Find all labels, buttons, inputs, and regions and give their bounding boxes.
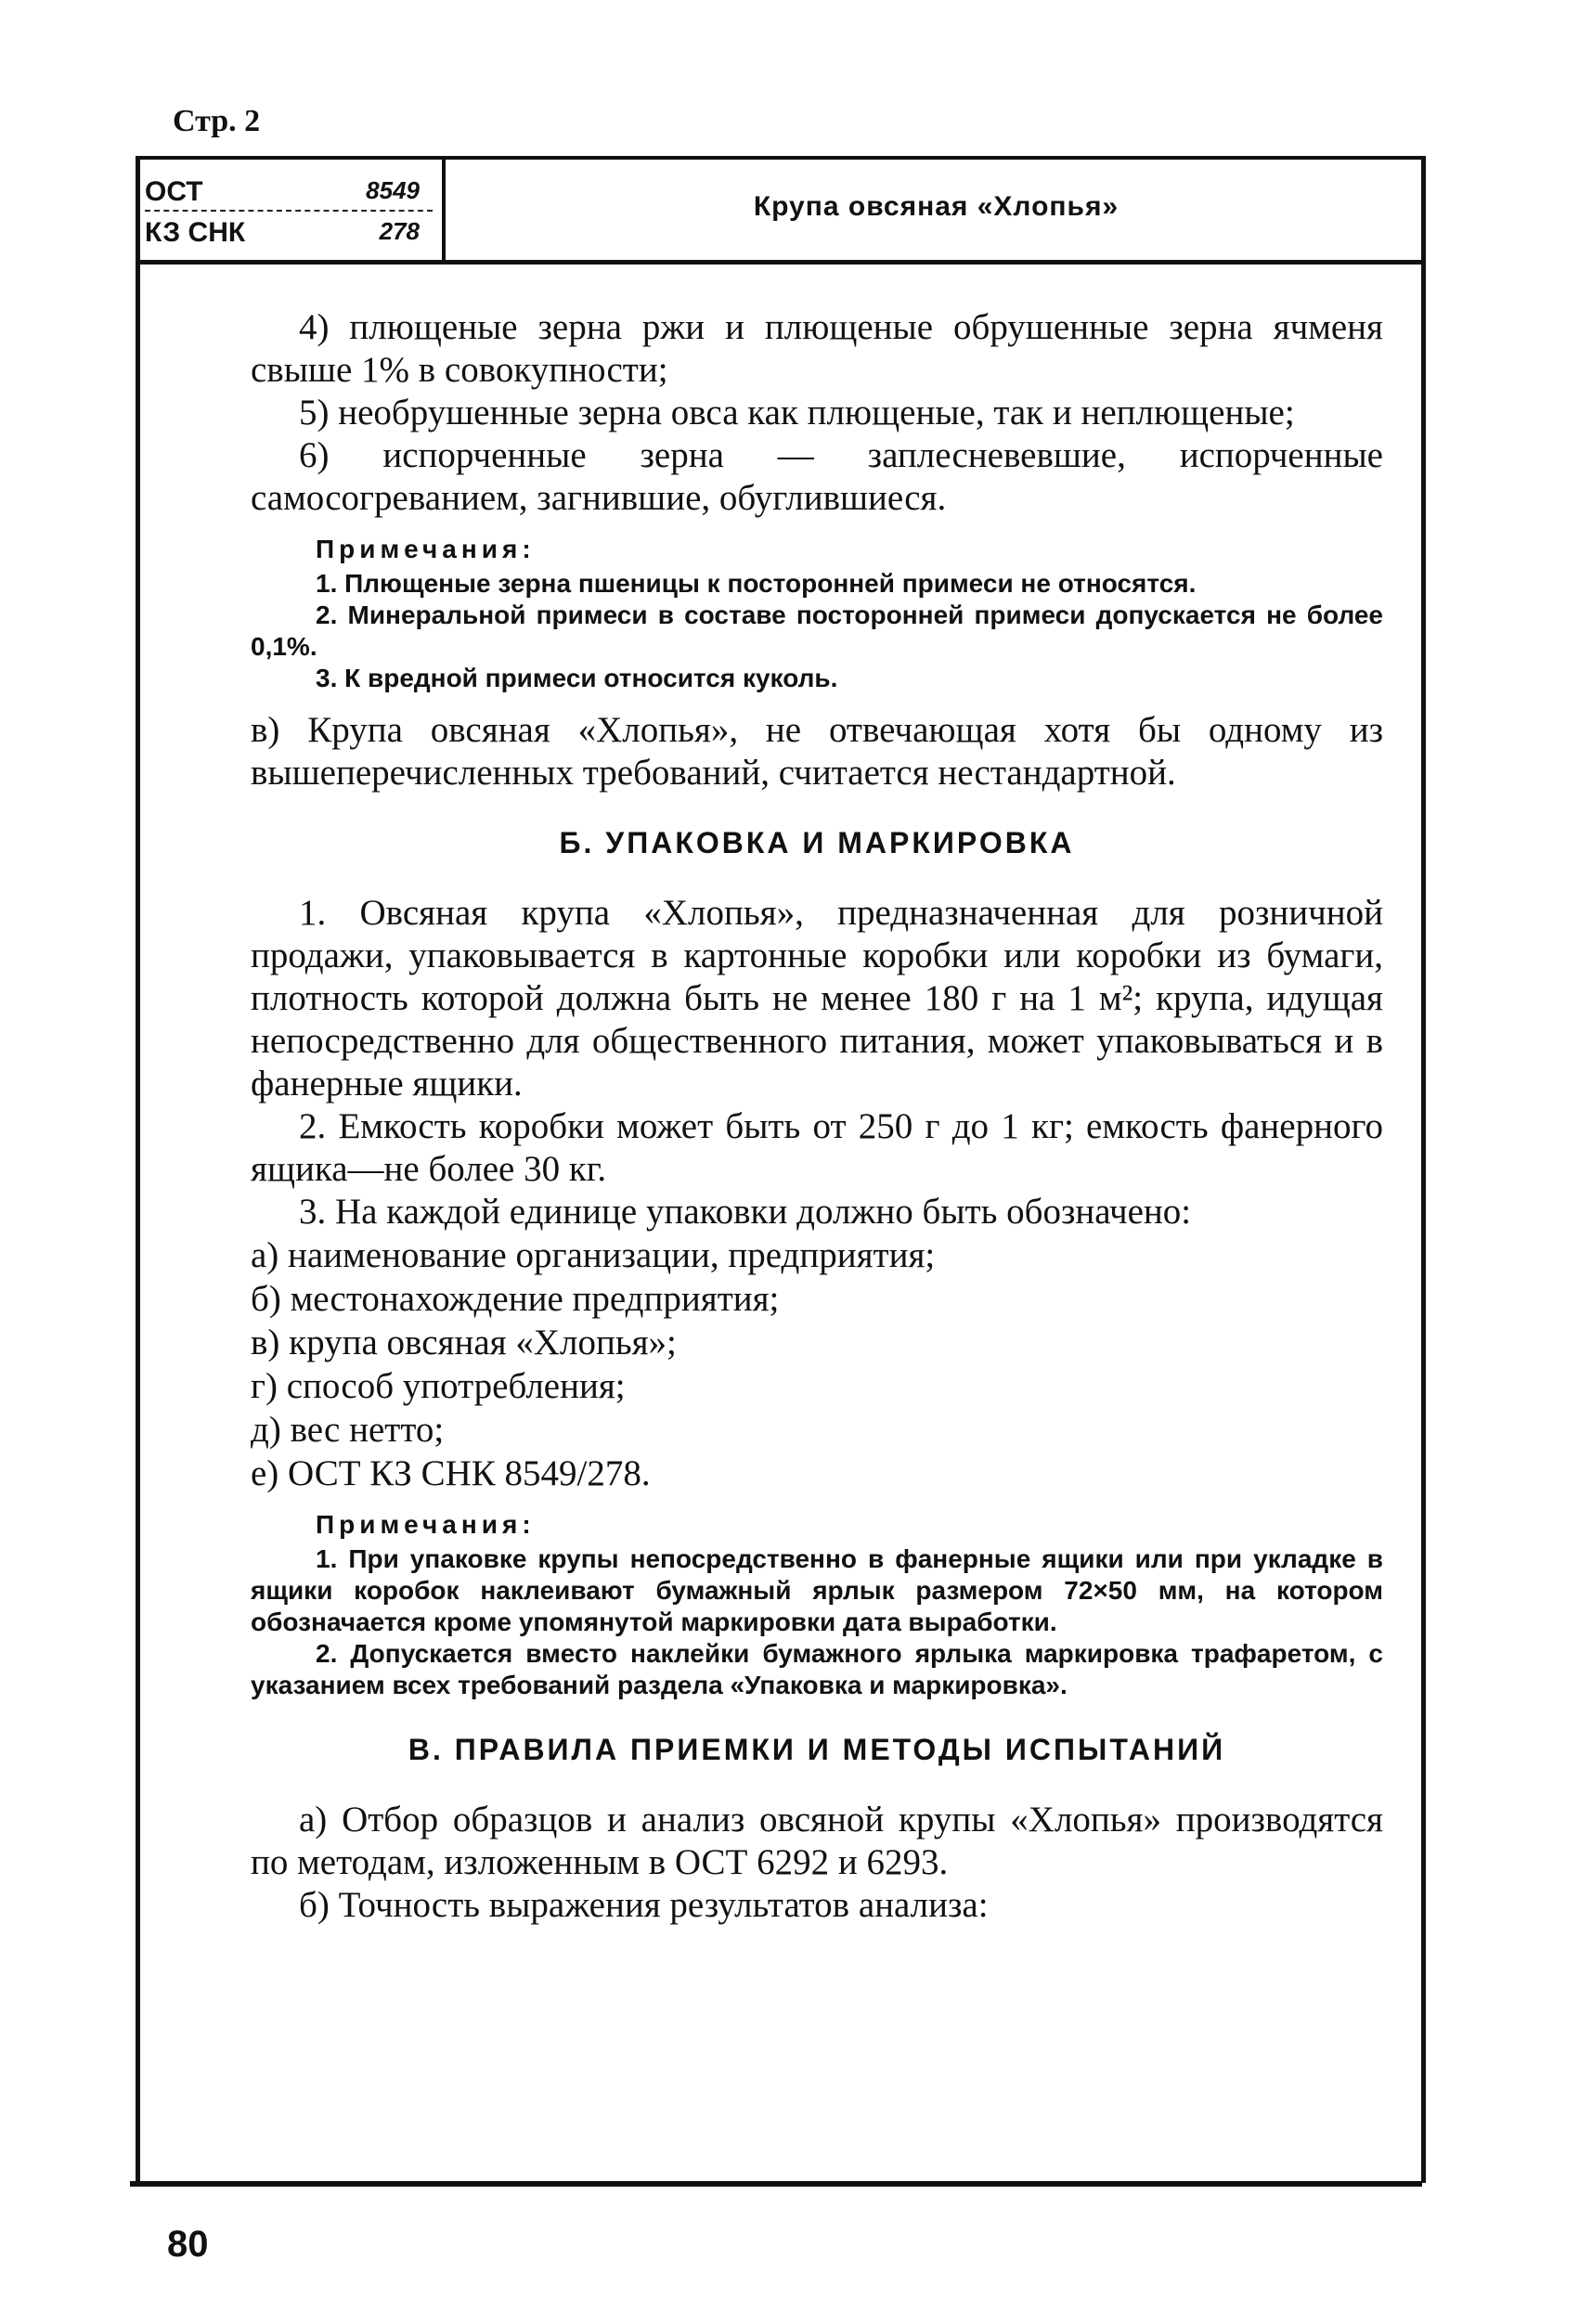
- paragraph: б) Точность выражения результатов анализа:: [299, 1885, 989, 1925]
- paragraph: 2. Емкость коробки может быть от 250 г до 1 кг; емкость фанерного ящика—не более 30 кг.: [251, 1106, 1383, 1189]
- page-content: [251, 306, 1383, 1927]
- marking-item: а) наименование организации, предприятия;: [251, 1235, 936, 1275]
- list-item: 5) необрушенные зерна овса как плющеные, так и неплющеные;: [299, 393, 1295, 433]
- note-item: 3. К вредной примеси относится куколь.: [316, 664, 838, 692]
- marking-item: б) местонахождение предприятия;: [251, 1279, 780, 1319]
- list-item: 4) плющеные зерна ржи и плющеные обрушенные зерна ячменя свыше 1% в совокупности;: [251, 307, 1383, 390]
- marking-item: е) ОСТ КЗ СНК 8549/278.: [251, 1453, 651, 1493]
- note-item: 2. Минеральной примеси в составе посторонней примеси допускается не более 0,1%.: [251, 600, 1383, 661]
- standard-code-box: [136, 158, 446, 260]
- code-top-row: [145, 176, 433, 212]
- note-item: 2. Допускается вместо наклейки бумажного ярлыка маркировка трафаретом, с указанием всех требований раздела «Упаковка и маркировка».: [251, 1639, 1383, 1699]
- note-item: 1. Плющеные зерна пшеницы к посторонней примеси не относятся.: [316, 569, 1197, 598]
- code-bottom-right: 278: [379, 217, 420, 245]
- section-title-acceptance: В. ПРАВИЛА ПРИЕМКИ И МЕТОДЫ ИСПЫТАНИЙ: [408, 1733, 1226, 1766]
- marking-item: г) способ употребления;: [251, 1366, 626, 1406]
- paragraph: 3. На каждой единице упаковки должно быть обозначено:: [299, 1192, 1192, 1232]
- note-item: 1. При упаковке крупы непосредственно в фанерные ящики или при укладке в ящики коробок наклеивают бумажный ярлык размером 72×50 мм, на котором обозначается кроме упомянутой маркировки дата выработки.: [251, 1544, 1383, 1636]
- page-number: 80: [167, 2224, 209, 2265]
- code-bottom-left: КЗ СНК: [145, 217, 246, 248]
- paragraph-v: в) Крупа овсяная «Хлопья», не отвечающая хотя бы одному из вышеперечисленных требований, считается нестандартной.: [251, 710, 1383, 793]
- code-top-left: ОСТ: [145, 176, 203, 207]
- frame-bottom-rule: [130, 2181, 1422, 2187]
- list-item: 6) испорченные зерна — заплесневевшие, испорченные самосогреванием, загнившие, обуглившиеся.: [251, 435, 1383, 518]
- page-label: Стр. 2: [173, 104, 261, 138]
- document-title: Крупа овсяная «Хлопья»: [753, 191, 1120, 222]
- paragraph: 1. Овсяная крупа «Хлопья», предназначенная для розничной продажи, упаковывается в картонные коробки или коробки из бумаги, плотность которой должна быть не менее 180 г на 1 м²; крупа, идущая непосредственно для общественного питания, может упаковываться и в фанерные ящики.: [251, 893, 1383, 1104]
- marking-item: д) вес нетто;: [251, 1410, 445, 1450]
- document-header: [136, 158, 1421, 265]
- notes-title: Примечания:: [316, 1510, 536, 1539]
- notes-title: Примечания:: [316, 535, 536, 563]
- code-top-right: 8549: [366, 176, 420, 204]
- code-bottom-row: [145, 217, 433, 249]
- marking-item: в) крупа овсяная «Хлопья»;: [251, 1323, 677, 1362]
- paragraph: а) Отбор образцов и анализ овсяной крупы «Хлопья» производятся по методам, изложенным в ОСТ 6292 и 6293.: [251, 1800, 1383, 1882]
- section-title-packaging: Б. УПАКОВКА И МАРКИРОВКА: [559, 826, 1075, 859]
